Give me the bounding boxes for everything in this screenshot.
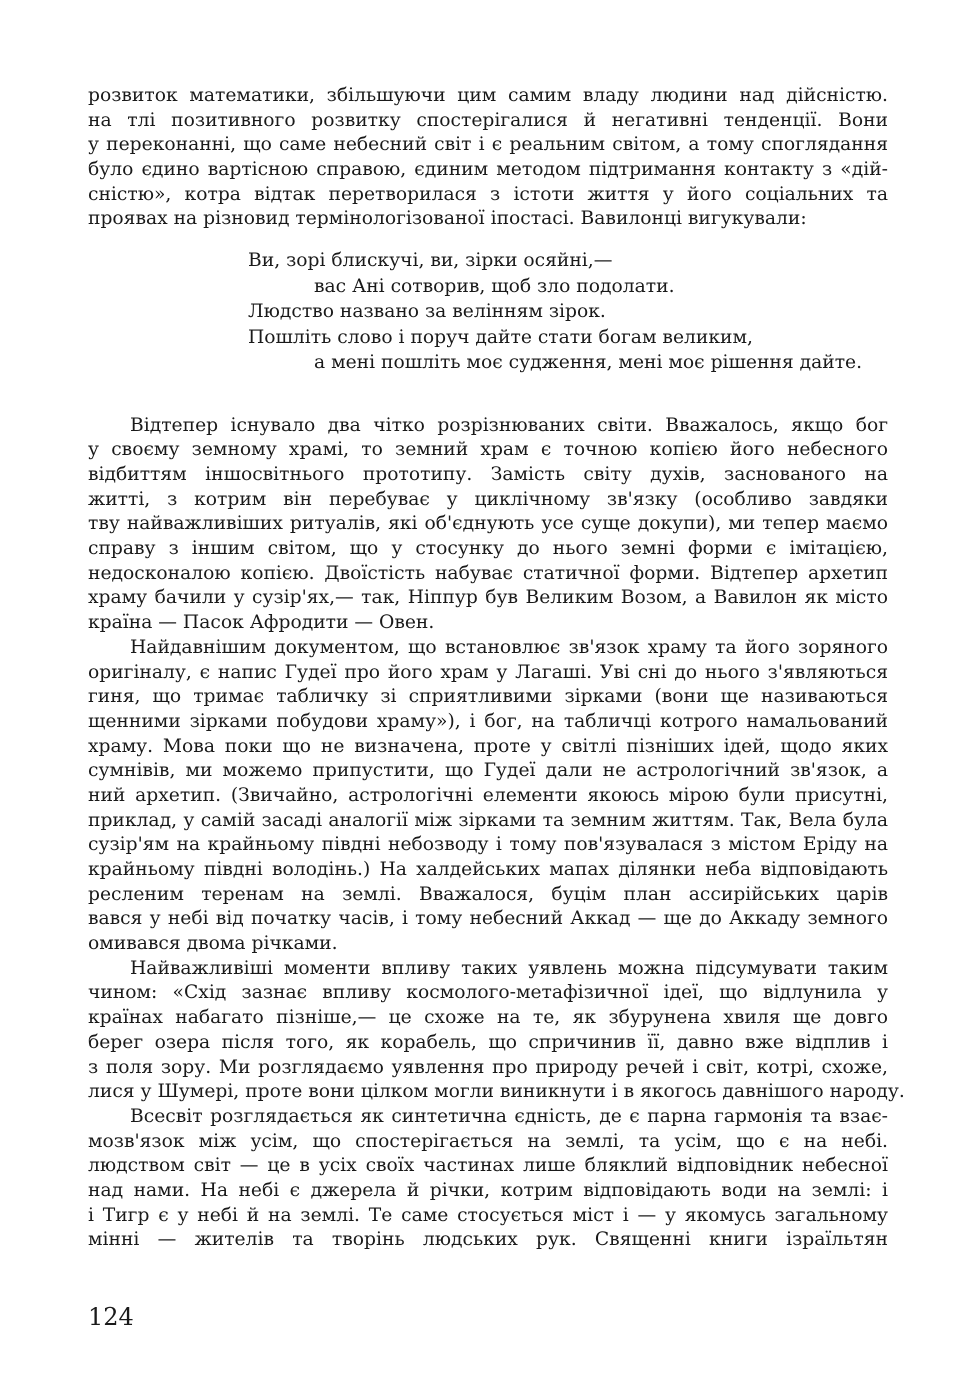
text-line: храму. Мова поки що не визначена, проте у світлі пізніших ідей, щодо яких: [88, 735, 888, 757]
text-line: Всесвіт розглядається як синтетична єдність, де є парна гармонія та взає-: [130, 1105, 888, 1127]
text-line: ний архетип. (Звичайно, астрологічні елементи якоюсь мірою були присутні,: [88, 784, 888, 806]
text-line: у переконанні, що саме небесний світ і є реальним світом, а тому споглядання: [88, 134, 888, 156]
page-number: 124: [88, 1303, 134, 1331]
text-line: з поля зору. Ми розглядаємо уявлення про природу речей і світ, котрі, схоже,: [88, 1056, 888, 1078]
paragraph-4: [88, 957, 905, 1105]
text-line: вався у небі від початку часів, і тому небесний Аккад — ще до Аккаду земного: [88, 908, 888, 930]
verse-line: а мені пошліть моє судження, мені моє рішення дайте.: [314, 352, 863, 374]
text-line: і Тигр є у небі й на землі. Те саме стосується міст і — у якомусь загальному: [88, 1204, 888, 1226]
paragraph-2: [88, 414, 888, 636]
text-line: людством світ — це в усіх своїх частинах лише бляклий відповідник небесної: [88, 1155, 888, 1177]
text-line: Найдавнішим документом, що встановлює зв'язок храму та його зоряного: [130, 636, 888, 658]
text-line: чином: «Схід зазнає впливу космолого-метафізичної ідеї, що відлунила у: [88, 982, 888, 1004]
text-line: мінні — жителів та творінь людських рук. Священні книги ізраїльтян: [88, 1229, 888, 1251]
paragraph-1: [88, 84, 888, 232]
paragraph-3: [88, 636, 888, 957]
text-line: країна — Пасок Афродити — Овен.: [88, 612, 435, 634]
text-line: Найважливіші моменти впливу таких уявлень можна підсумувати таким: [130, 957, 888, 979]
page-body: [88, 84, 905, 1253]
text-line: мозв'язок між усім, що спостерігається на землі, та усім, що є на небі.: [88, 1130, 888, 1152]
text-line: відбиттям іншосвітнього прототипу. Замість світу духів, заснованого на: [88, 464, 888, 486]
text-line: оригіналу, є напис Гудеї про його храм у Лагаші. Уві сні до нього з'являються: [88, 661, 888, 683]
text-line: храму бачили у сузір'ях,— так, Ніппур був Великим Возом, а Вавилон як місто: [88, 587, 888, 609]
text-line: берег озера після того, як корабель, що спричинив її, давно вже відплив і: [88, 1031, 888, 1053]
text-line: щенними зірками побудови храму»), і бог, на табличці котрого намальований: [88, 710, 888, 732]
text-line: країнах набагато пізніше,— це схоже на те, як збурунена хвиля ще довго: [88, 1007, 888, 1029]
text-line: лися у Шумері, проте вони цілком могли виникнути і в якогось давнішого народу.: [88, 1081, 905, 1103]
paragraph-gap: [88, 396, 888, 414]
text-line: сністю», котра відтак перетворилася з істоти життя у його соціальних та: [88, 183, 888, 205]
text-line: гиня, що тримає табличку зі сприятливими зірками (вони ще називаються: [88, 686, 888, 708]
text-line: Відтепер існувало два чітко розрізнюваних світи. Вважалось, якщо бог: [130, 414, 888, 436]
verse-quote: [248, 248, 888, 376]
text-line: недосконалою копією. Двоїстість набуває статичної форми. Відтепер архетип: [88, 562, 888, 584]
text-line: сумнівів, ми можемо припустити, що Гудеї дали не астрологічний зв'язок, а: [88, 760, 888, 782]
text-line: сузір'ям на крайньому півдні небозводу і тому пов'язувалася з містом Еріду на: [88, 834, 888, 856]
text-line: розвиток математики, збільшуючи цим самим владу людини над дійсністю.: [88, 85, 888, 106]
verse-line: вас Ані сотворив, щоб зло подолати.: [314, 275, 675, 297]
text-line: на тлі позитивного розвитку спостерігалися й негативні тенденції. Вони: [88, 109, 888, 131]
text-line: було єдино вартісною справою, єдиним методом підтримання контакту з «дій-: [88, 159, 888, 181]
text-line: над нами. На небі є джерела й річки, котрим відповідають води на землі: і: [88, 1180, 888, 1201]
text-line: у своєму земному храмі, то земний храм є точною копією його небесного: [88, 439, 888, 461]
paragraph-5: [88, 1105, 888, 1253]
text-line: проявах на різновид термінологізованої іпостасі. Вавилонці вигукували:: [88, 208, 807, 230]
text-line: крайньому півдні володінь.) На халдейських мапах ділянки неба відповідають: [88, 859, 888, 881]
verse-line: Людство названо за велінням зірок.: [248, 301, 606, 323]
text-line: тву найважливіших ритуалів, які об'єднують усе суще докупи), ми тепер маємо: [88, 513, 888, 535]
verse-line: Ви, зорі блискучі, ви, зірки осяйні,—: [248, 250, 613, 272]
text-line: справу з іншим світом, що у стосунку до нього земні форми є імітацією,: [88, 538, 888, 560]
text-line: приклад, у самій засаді аналогії між зірками та земним життям. Так, Вела була: [88, 809, 888, 831]
text-line: ресленим теренам на землі. Вважалося, буцім план ассирійських царів: [88, 883, 888, 905]
verse-line: Пошліть слово і поруч дайте стати богам великим,: [248, 326, 753, 348]
text-line: омивався двома річками.: [88, 933, 338, 955]
text-line: житті, з котрим він перебуває у циклічному зв'язку (особливо завдяки: [88, 488, 888, 510]
